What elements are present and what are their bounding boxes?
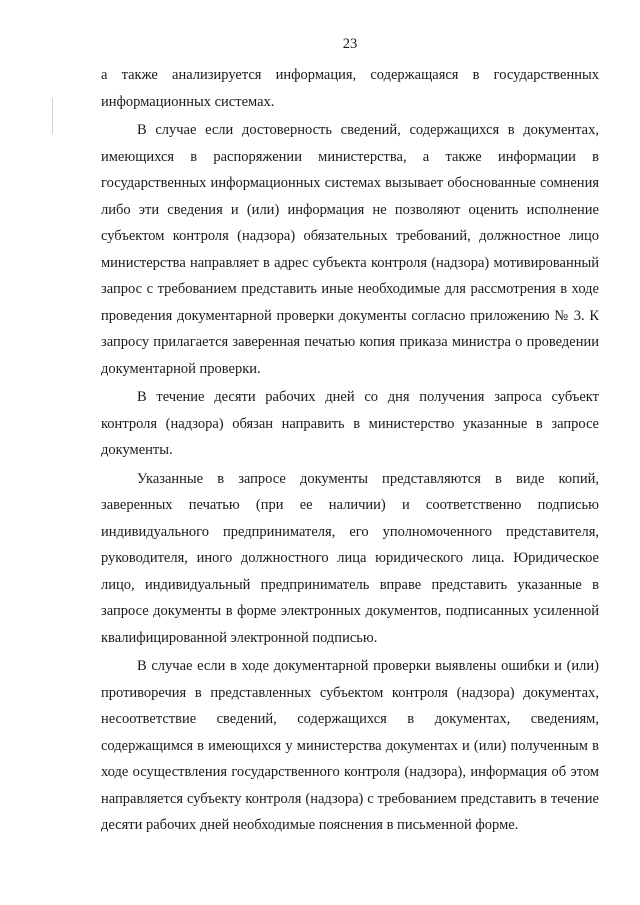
paragraph-3: В течение десяти рабочих дней со дня получения запроса субъект контроля (надзора) обязан направить в министерство указанные в запросе документы. [101, 389, 599, 458]
page-number: 23 [342, 36, 358, 52]
scan-edge-mark [52, 98, 53, 134]
paragraph-1: а также анализируется информация, содержащаяся в государственных информационных системах. [101, 67, 599, 110]
paragraph-4: Указанные в запросе документы представляются в виде копий, заверенных печатью (при ее наличии) и соответственно подписью индивидуального предпринимателя, его уполномоченного представителя, руководителя, иного должностного лица юридического лица. Юридическое лицо, индивидуальный предприниматель вправе представить указанные в запросе документы в форме электронных документов, подписанных усиленной квалифицированной электронной подписью. [101, 470, 599, 646]
paragraph-5: В случае если в ходе документарной проверки выявлены ошибки и (или) противоречия в представленных субъектом контроля (надзора) документах, несоответствие сведений, содержащихся в документах, сведениям, содержащимся в имеющихся у министерства документах и (или) полученным в ходе осуществления государственного контроля (надзора), информация об этом направляется субъекту контроля (надзора) с требованием представить в течение десяти рабочих дней необходимые пояснения в письменной форме. [101, 658, 599, 833]
document-body [101, 62, 599, 841]
paragraph-2: В случае если достоверность сведений, содержащихся в документах, имеющихся в распоряжении министерства, а также информации в государственных информационных системах вызывает обоснованные сомнения либо эти сведения и (или) информация не позволяют оценить исполнение субъектом контроля (надзора) обязательных требований, должностное лицо министерства направляет в адрес субъекта контроля (надзора) мотивированный запрос с требованием представить иные необходимые для рассмотрения в ходе проведения документарной проверки документы согласно приложению № 3. К запросу прилагается заверенная печатью копия приказа министра о проведении документарной проверки. [101, 122, 599, 377]
